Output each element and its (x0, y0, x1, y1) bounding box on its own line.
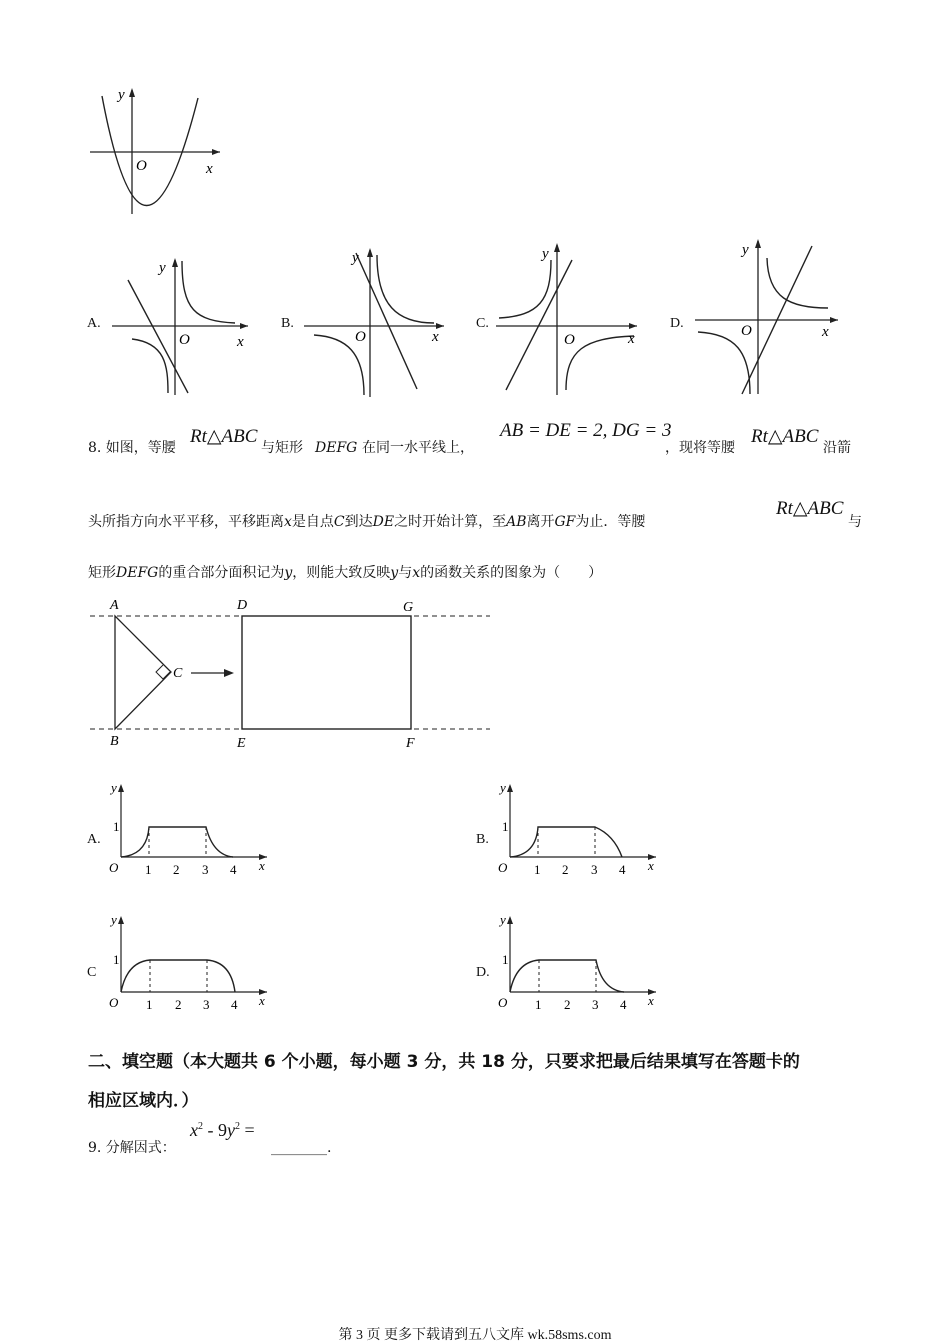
q8-option-c-letter: C (87, 965, 97, 980)
q8-c-tick-1: 1 (146, 997, 153, 1012)
q8-b-origin: O (498, 860, 508, 875)
figure-label-a: A (110, 598, 119, 613)
q8-x-var-2: x (412, 565, 421, 581)
q7-d-origin-label: O (741, 323, 752, 339)
q8-option-b-graph (494, 780, 664, 880)
q7-c-x-label: x (628, 331, 635, 347)
q8-y-var-2: y (390, 565, 399, 581)
q8-line2-g: 与 (848, 514, 862, 530)
q8-b-tick-1: 1 (534, 862, 541, 877)
q7-option-c-letter: C. (476, 316, 489, 331)
q8-d-tick-1: 1 (535, 997, 542, 1012)
q8-line3-a: 矩形 (88, 565, 116, 581)
q8-d-y-tick: 1 (502, 952, 509, 967)
q9-y: y (227, 1120, 235, 1140)
q8-c-tick-3: 3 (203, 997, 210, 1012)
q8-a-tick-2: 2 (173, 862, 180, 877)
q8-option-a-graph (105, 780, 275, 880)
q8-line2-e: 离开 (526, 514, 555, 530)
figure-label-g: G (403, 600, 414, 615)
q8-b-tick-3: 3 (591, 862, 598, 877)
q7-option-b-graph (302, 245, 452, 400)
q8-line3-c: ，则能大致反映 (292, 565, 391, 581)
q8-rt-abc-1: Rt△ABC (190, 426, 258, 447)
q7-option-d-letter: D. (670, 316, 684, 331)
top-parabola-graph (85, 84, 235, 219)
page-footer: 第 3 页 更多下载请到五八文库 wk.58sms.com (338, 1328, 612, 1343)
q7-d-x-label: x (822, 324, 829, 340)
q8-rt-abc-2: Rt△ABC (751, 426, 819, 447)
q7-d-y-label: y (742, 242, 749, 258)
q8-d-tick-4: 4 (620, 997, 627, 1012)
q8-x-var: x (284, 514, 292, 530)
q7-option-a-graph (110, 255, 255, 400)
q8-d-x-label: x (648, 993, 654, 1008)
q8-line2-f: 为止．等腰 (575, 514, 646, 530)
q8-rt-abc-3: Rt△ABC (776, 498, 844, 519)
q7-option-d-graph (690, 236, 845, 398)
section2-heading-line1: 二、填空题（本大题共 6 个小题，每小题 3 分，共 18 分，只要求把最后结果填写在答题卡的 (88, 1052, 800, 1072)
q7-b-origin-label: O (355, 329, 366, 345)
q8-option-c-graph (105, 912, 275, 1012)
figure-label-e: E (237, 736, 246, 751)
q9-equals: = (240, 1120, 255, 1140)
q8-c-origin: O (109, 995, 119, 1010)
q8-b-x-label: x (648, 858, 654, 873)
q8-option-b-letter: B. (476, 832, 489, 847)
q7-c-origin-label: O (564, 332, 575, 348)
q8-line3-b: 的重合部分面积记为 (158, 565, 285, 581)
q8-defg-1: DEFG (315, 440, 358, 456)
figure-label-c: C (173, 666, 183, 681)
q8-d-origin: O (498, 995, 508, 1010)
q8-a-y-label: y (111, 780, 117, 795)
q7-a-origin-label: O (179, 332, 190, 348)
q8-option-a-letter: A. (87, 832, 101, 847)
q8-triangle-rectangle-figure (88, 595, 498, 755)
q9-x: x (190, 1120, 198, 1140)
q8-line3 (88, 563, 602, 583)
q8-d-tick-3: 3 (592, 997, 599, 1012)
q8-b-y-tick: 1 (502, 819, 509, 834)
q8-line2 (88, 512, 645, 532)
q8-ab-seg: AB (506, 514, 527, 530)
q9-exp-y: 2 (235, 1121, 240, 1132)
q8-a-tick-1: 1 (145, 862, 152, 877)
q9-exp-x: 2 (198, 1121, 203, 1132)
q8-a-x-label: x (259, 858, 265, 873)
q8-c-tick-4: 4 (231, 997, 238, 1012)
figure-label-b: B (110, 734, 119, 749)
q8-c-x-label: x (259, 993, 265, 1008)
q8-number: 8. 如图，等腰 (88, 440, 176, 456)
q7-a-x-label: x (237, 334, 244, 350)
q8-de-seg: DE (372, 514, 395, 530)
q8-seg4: 沿箭 (823, 440, 851, 456)
q7-option-a-letter: A. (87, 316, 101, 331)
q9-answer-blank[interactable]: ________. (271, 1140, 332, 1156)
figure-label-f: F (406, 736, 415, 751)
q8-line2-b: 是自点 (291, 514, 334, 530)
q7-b-y-label: y (352, 250, 359, 266)
q8-y-var: y (284, 565, 293, 581)
q8-gf-seg: GF (554, 514, 576, 530)
top-graph-x-label: x (206, 161, 213, 177)
q8-c-tick-2: 2 (175, 997, 182, 1012)
figure-label-d: D (237, 598, 248, 613)
q9-expression (190, 1120, 255, 1141)
top-graph-y-label: y (118, 87, 125, 103)
q8-line2-a: 头所指方向水平平移，平移距离 (88, 514, 284, 530)
q8-line3-e: 的函数关系的图象为（ ） (420, 565, 603, 581)
q8-c-y-label: y (111, 912, 117, 927)
q8-line3-d: 与 (398, 565, 413, 581)
q8-a-tick-4: 4 (230, 862, 237, 877)
q8-b-tick-4: 4 (619, 862, 626, 877)
q7-a-y-label: y (159, 260, 166, 276)
q8-line2-d: 之时开始计算，至 (394, 514, 507, 530)
q8-b-tick-2: 2 (562, 862, 569, 877)
q8-option-d-letter: D. (476, 965, 490, 980)
q7-option-c-graph (494, 240, 644, 398)
q9-number: 9. 分解因式： (88, 1140, 176, 1156)
q8-a-tick-3: 3 (202, 862, 209, 877)
q8-seg3: ，现将等腰 (665, 440, 735, 456)
q7-option-b-letter: B. (281, 316, 294, 331)
q8-d-tick-2: 2 (564, 997, 571, 1012)
q7-c-y-label: y (542, 246, 549, 262)
q8-option-d-graph (494, 912, 664, 1012)
q8-defg-2: DEFG (116, 565, 159, 581)
top-graph-origin-label: O (136, 158, 147, 174)
q8-d-y-label: y (500, 912, 506, 927)
q8-c-point: C (333, 514, 345, 530)
q8-line2-c: 到达 (344, 514, 373, 530)
q8-a-origin: O (109, 860, 119, 875)
q8-a-y-tick: 1 (113, 819, 120, 834)
section2-heading-line2: 相应区域内．） (88, 1091, 199, 1111)
q8-seg2: 在同一水平线上， (362, 440, 474, 456)
q8-b-y-label: y (500, 780, 506, 795)
q8-seg1: 与矩形 (261, 440, 303, 456)
q9-minus: - 9 (203, 1120, 227, 1140)
q8-condition: AB = DE = 2, DG = 3 (500, 420, 672, 441)
q7-b-x-label: x (432, 329, 439, 345)
q8-c-y-tick: 1 (113, 952, 120, 967)
